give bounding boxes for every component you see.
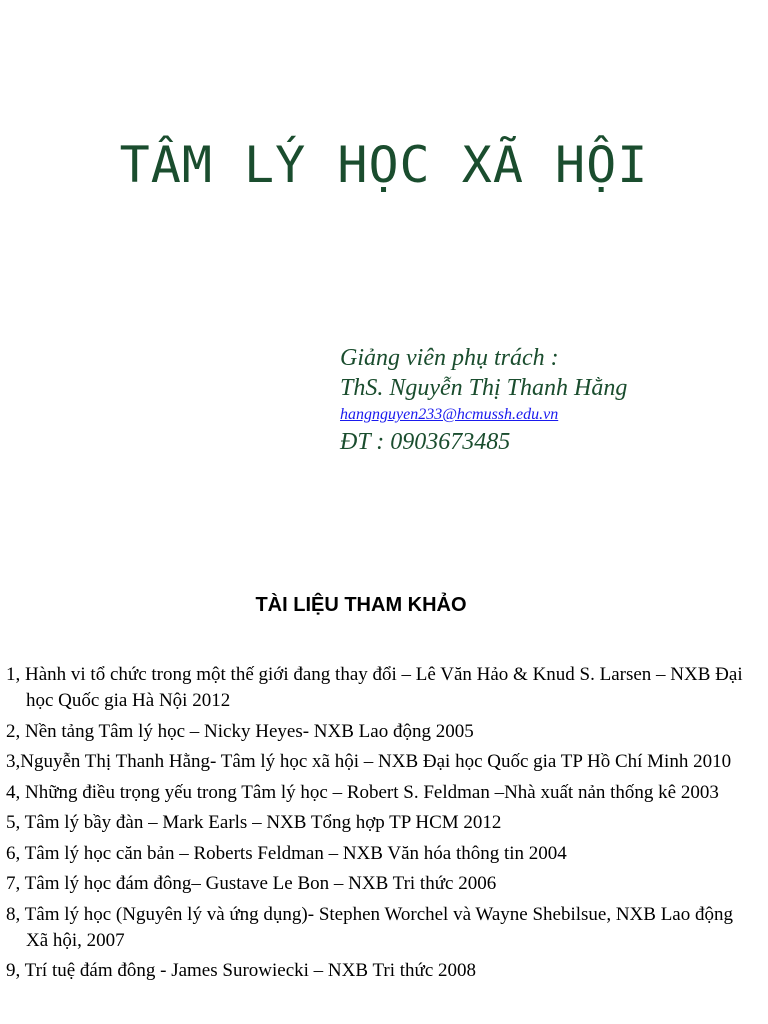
references-heading: TÀI LIỆU THAM KHẢO bbox=[255, 594, 467, 616]
reference-item: 8, Tâm lý học (Nguyên lý và ứng dụng)- Stephen Worchel và Wayne Shebilsue, NXB Lao động Xã hội, 2007 bbox=[6, 903, 733, 951]
document-title: TÂM LÝ HỌC XÃ HỘI bbox=[119, 136, 649, 194]
lecturer-role: Giảng viên phụ trách : bbox=[340, 345, 559, 371]
reference-item: 2, Nền tảng Tâm lý học – Nicky Heyes- NXB Lao động 2005 bbox=[6, 720, 474, 742]
lecturer-info bbox=[340, 343, 627, 457]
lecturer-phone: ĐT : 0903673485 bbox=[340, 429, 511, 455]
reference-item: 6, Tâm lý học căn bản – Roberts Feldman – NXB Văn hóa thông tin 2004 bbox=[6, 842, 567, 864]
reference-item: 1, Hành vi tổ chức trong một thế giới đang thay đổi – Lê Văn Hảo & Knud S. Larsen – NXB Đại học Quốc gia Hà Nội 2012 bbox=[6, 664, 743, 711]
reference-item: 9, Trí tuệ đám đông - James Surowiecki – NXB Tri thức 2008 bbox=[6, 960, 476, 981]
reference-item: 4, Những điều trọng yếu trong Tâm lý học – Robert S. Feldman –Nhà xuất nản thống kê 2003 bbox=[6, 781, 719, 803]
lecturer-email-link[interactable]: hangnguyen233@hcmussh.edu.vn bbox=[340, 406, 559, 423]
reference-item: 3,Nguyễn Thị Thanh Hằng- Tâm lý học xã hội – NXB Đại học Quốc gia TP Hồ Chí Minh 2010 bbox=[6, 751, 732, 772]
references-list bbox=[6, 662, 758, 989]
lecturer-name: ThS. Nguyễn Thị Thanh Hằng bbox=[340, 375, 628, 401]
reference-item: 5, Tâm lý bầy đàn – Mark Earls – NXB Tổng hợp TP HCM 2012 bbox=[6, 812, 502, 833]
reference-item: 7, Tâm lý học đám đông– Gustave Le Bon – NXB Tri thức 2006 bbox=[6, 873, 497, 894]
